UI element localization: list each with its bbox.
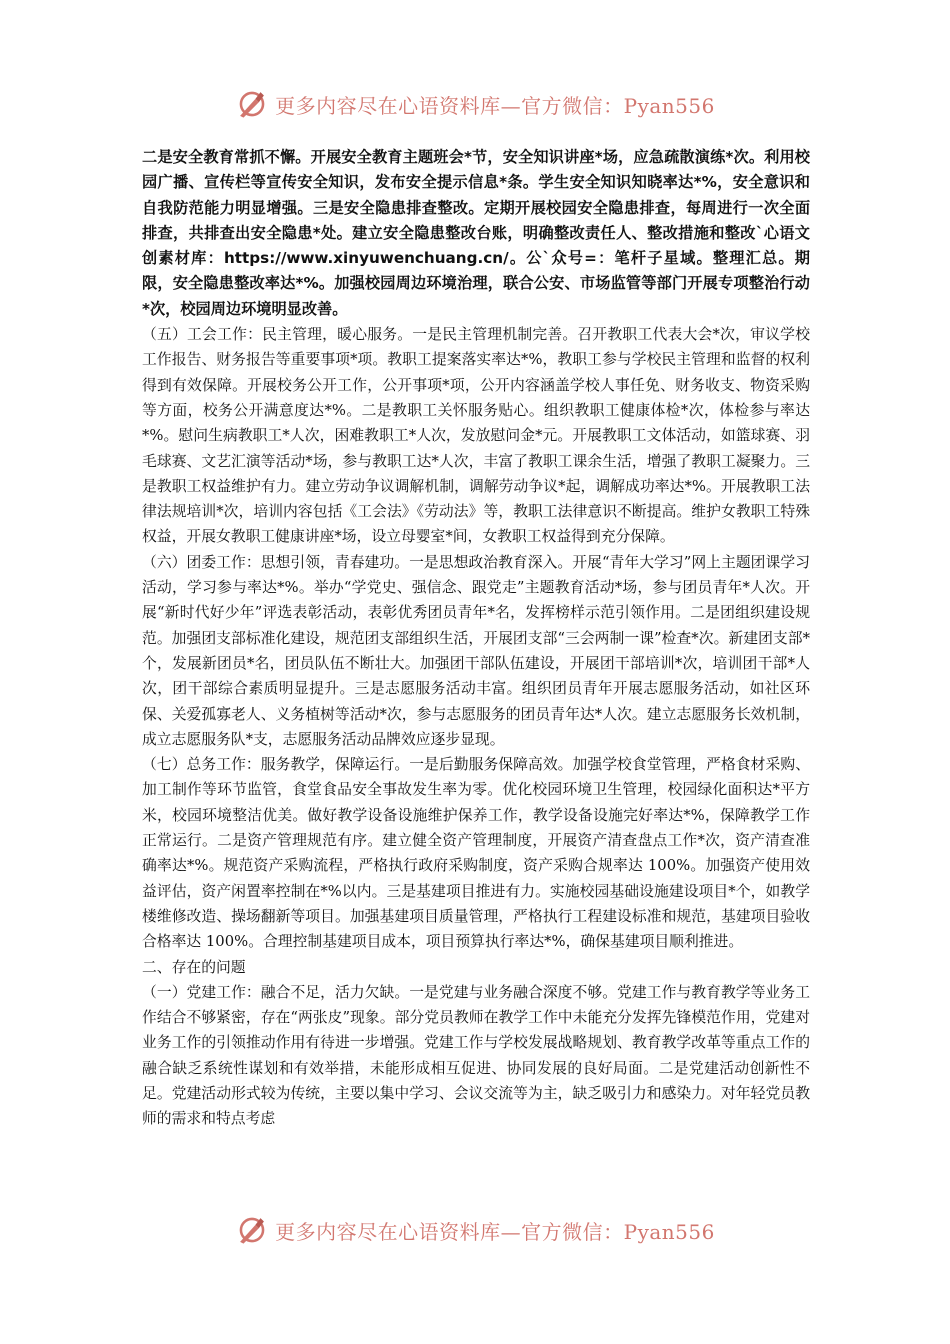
header-watermark — [0, 82, 950, 126]
league-work-paragraph: （六）团委工作：思想引领，青春建功。一是思想政治教育深入。开展“青年大学习”网上主题团课学习活动，学习参与率达*%。举办“学党史、强信念、跟党走”主题教育活动*场，参与团员青年*人次。开展“新时代好少年”评选表彰活动，表彰优秀团员青年*名，发挥榜样示范引领作用。二是团组织建设规范。加强团支部标准化建设，规范团支部组织生活，开展团支部“三会两制一课”检查*次。新建团支部*个，发展新团员*名，团员队伍不断壮大。加强团干部队伍建设，开展团干部培训*次，培训团干部*人次，团干部综合素质明显提升。三是志愿服务活动丰富。组织团员青年开展志愿服务活动，如社区环保、关爱孤寡老人、义务植树等活动*次，参与志愿服务的团员青年达*人次。建立志愿服务长效机制，成立志愿服务队*支，志愿服务活动品牌效应逐步显现。 — [142, 553, 810, 748]
header-watermark-group — [235, 87, 715, 121]
header-watermark-text: 更多内容尽在心语资料库—官方微信：Pyan556 — [275, 93, 715, 118]
party-building-paragraph: （一）党建工作：融合不足，活力欠缺。一是党建与业务融合深度不够。党建工作与教育教学等业务工作结合不够紧密，存在“两张皮”现象。部分党员教师在教学工作中未能充分发挥先锋模范作用，党建对业务工作的引领推动作用有待进一步增强。党建工作与学校发展战略规划、教育教学改革等重点工作的融合缺乏系统性谋划和有效举措，未能形成相互促进、协同发展的良好局面。二是党建活动创新性不足。党建活动形式较为传统，主要以集中学习、会议交流等为主，缺乏吸引力和感染力。对年轻党员教师的需求和特点考虑 — [142, 983, 810, 1128]
safety-education-paragraph: 二是安全教育常抓不懈。开展安全教育主题班会*节，安全知识讲座*场，应急疏散演练*次。利用校园广播、宣传栏等宣传安全知识，发布安全提示信息*条。学生安全知识知晓率达*%，安全意识和自我防范能力明显增强。三是安全隐患排查整改。定期开展校园安全隐患排查，每周进行一次全面排查，共排查出安全隐患*处。建立安全隐患整改台账，明确整改责任人、整改措施和整改`心语文创素材库：https://www.xinyuwenchuang.cn/。公`众号=：笔杆子星域。整理汇总。期限，安全隐患整改率达*%。加强校园周边环境治理，联合公安、市场监管等部门开展专项整治行动*次，校园周边环境明显改善。 — [142, 148, 810, 318]
document-body — [142, 145, 810, 1132]
pen-logo-icon — [235, 87, 269, 121]
footer-watermark-group — [235, 1213, 715, 1247]
section-heading-problems: 二、存在的问题 — [142, 958, 246, 976]
union-work-paragraph: （五）工会工作：民主管理，暖心服务。一是民主管理机制完善。召开教职工代表大会*次，审议学校工作报告、财务报告等重要事项*项。教职工提案落实率达*%，教职工参与学校民主管理和监督的权利得到有效保障。开展校务公开工作，公开事项*项，公开内容涵盖学校人事任免、财务收支、物资采购等方面，校务公开满意度达*%。二是教职工关怀服务贴心。组织教职工健康体检*次，体检参与率达*%。慰问生病教职工*人次，困难教职工*人次，发放慰问金*元。开展教职工文体活动，如篮球赛、羽毛球赛、文艺汇演等活动*场，参与教职工达*人次，丰富了教职工课余生活，增强了教职工凝聚力。三是教职工权益维护有力。建立劳动争议调解机制，调解劳动争议*起，调解成功率达*%。开展教职工法律法规培训*次，培训内容包括《工会法》《劳动法》等，教职工法律意识不断提高。维护女教职工特殊权益，开展女教职工健康讲座*场，设立母婴室*间，女教职工权益得到充分保障。 — [142, 326, 810, 546]
pen-logo-icon — [235, 1213, 269, 1247]
footer-watermark-text: 更多内容尽在心语资料库—官方微信：Pyan556 — [275, 1219, 715, 1244]
general-affairs-paragraph: （七）总务工作：服务教学，保障运行。一是后勤服务保障高效。加强学校食堂管理，严格食材采购、加工制作等环节监管，食堂食品安全事故发生率为零。优化校园环境卫生管理，校园绿化面积达*平方米，校园环境整洁优美。做好教学设备设施维护保养工作，教学设备设施完好率达*%，保障教学工作正常运行。二是资产管理规范有序。建立健全资产管理制度，开展资产清查盘点工作*次，资产清查准确率达*%。规范资产采购流程，严格执行政府采购制度，资产采购合规率达 100%。加强资产使用效益评估，资产闲置率控制在*%以内。三是基建项目推进有力。实施校园基础设施建设项目*个，如教学楼维修改造、操场翻新等项目。加强基建项目质量管理，严格执行工程建设标准和规范，基建项目验收合格率达 100%。合理控制基建项目成本，项目预算执行率达*%，确保基建项目顺利推进。 — [142, 756, 810, 951]
footer-watermark — [0, 1208, 950, 1252]
